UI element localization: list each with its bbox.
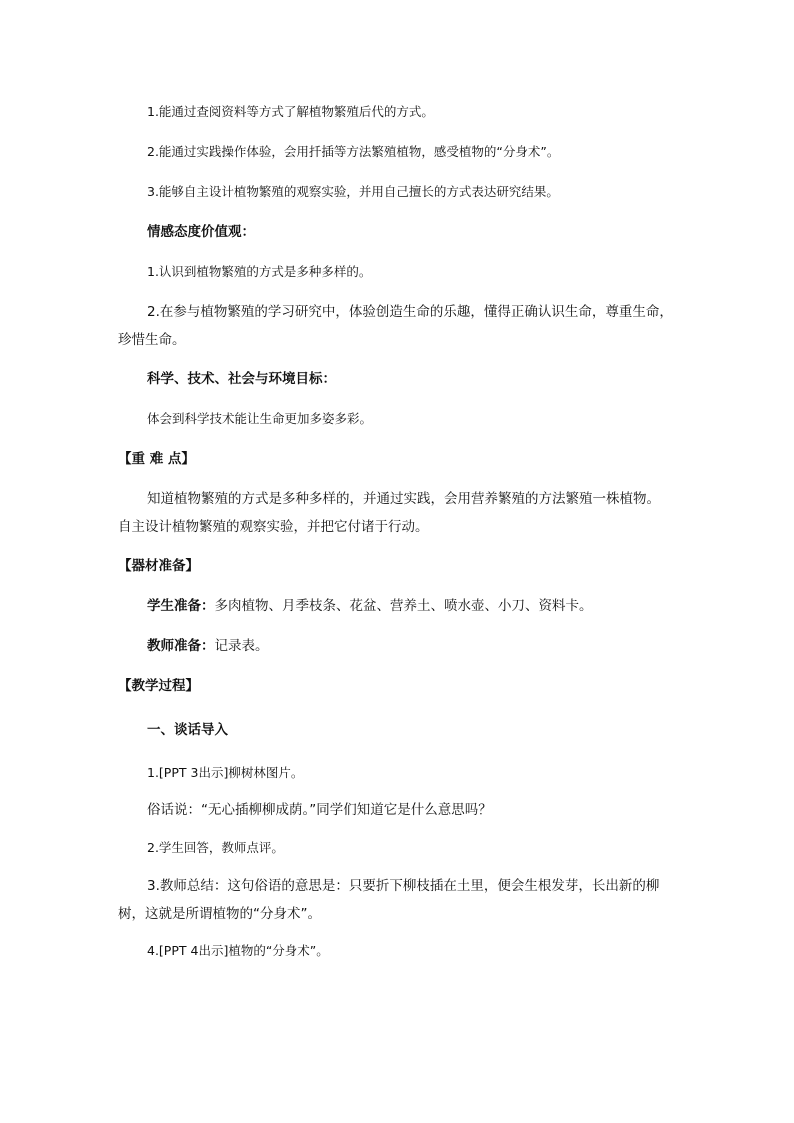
step-2: 2.学生回答，教师点评。 <box>147 840 284 855</box>
step-4 <box>147 941 329 961</box>
attitude-objective-1: 1.认识到植物繁殖的方式是多种多样的。 <box>147 264 372 279</box>
step-4-text: 植物的“分身术”。 <box>228 943 329 958</box>
step-3-line2: 树，这就是所谓植物的“分身术”。 <box>118 906 321 922</box>
key-points-line2: 自主设计植物繁殖的观察实验，并把它付诸于行动。 <box>118 519 429 535</box>
process-heading: 【教学过程】 <box>118 678 199 694</box>
student-materials-label: 学生准备： <box>147 598 215 614</box>
step-1-text: 柳树林图片。 <box>228 765 304 780</box>
sts-objective-1: 体会到科学技术能让生命更加多姿多彩。 <box>147 411 373 426</box>
student-materials <box>147 596 593 616</box>
teacher-materials-text: 记录表。 <box>214 638 269 654</box>
attitude-objective-2-line1: 2.在参与植物繁殖的学习研究中，体验创造生命的乐趣，懂得正确认识生命，尊重生命， <box>147 304 673 320</box>
attitude-objective-2-line2: 珍惜生命。 <box>118 332 186 348</box>
teacher-materials-label: 教师准备： <box>147 638 215 654</box>
step-1 <box>147 763 303 783</box>
step-1-tag: 1.[PPT 3出示] <box>147 765 229 780</box>
skill-objective-3: 3.能够自主设计植物繁殖的观察实验，并用自己擅长的方式表达研究结果。 <box>147 184 559 199</box>
attitude-heading: 情感态度价值观： <box>147 224 255 240</box>
skill-objective-1: 1.能通过查阅资料等方式了解植物繁殖后代的方式。 <box>147 104 434 119</box>
intro-heading: 一、谈话导入 <box>147 722 228 738</box>
key-points-line1: 知道植物繁殖的方式是多种多样的，并通过实践，会用营养繁殖的方法繁殖一株植物。 <box>147 491 660 507</box>
materials-heading: 【器材准备】 <box>118 558 199 574</box>
student-materials-text: 多肉植物、月季枝条、花盆、营养土、喷水壶、小刀、资料卡。 <box>214 598 593 614</box>
proverb-question: 俗话说：“无心插柳柳成荫。”同学们知道它是什么意思吗？ <box>147 802 492 818</box>
teacher-materials <box>147 636 269 656</box>
skill-objective-2: 2.能通过实践操作体验，会用扦插等方法繁殖植物，感受植物的“分身术”。 <box>147 144 560 159</box>
step-3-line1: 3.教师总结：这句俗语的意思是：只要折下柳枝插在土里，便会生根发芽，长出新的柳 <box>147 878 660 894</box>
sts-heading: 科学、技术、社会与环境目标： <box>147 371 336 387</box>
key-points-heading: 【重 难 点】 <box>118 451 195 467</box>
step-4-tag: 4.[PPT 4出示] <box>147 943 229 958</box>
